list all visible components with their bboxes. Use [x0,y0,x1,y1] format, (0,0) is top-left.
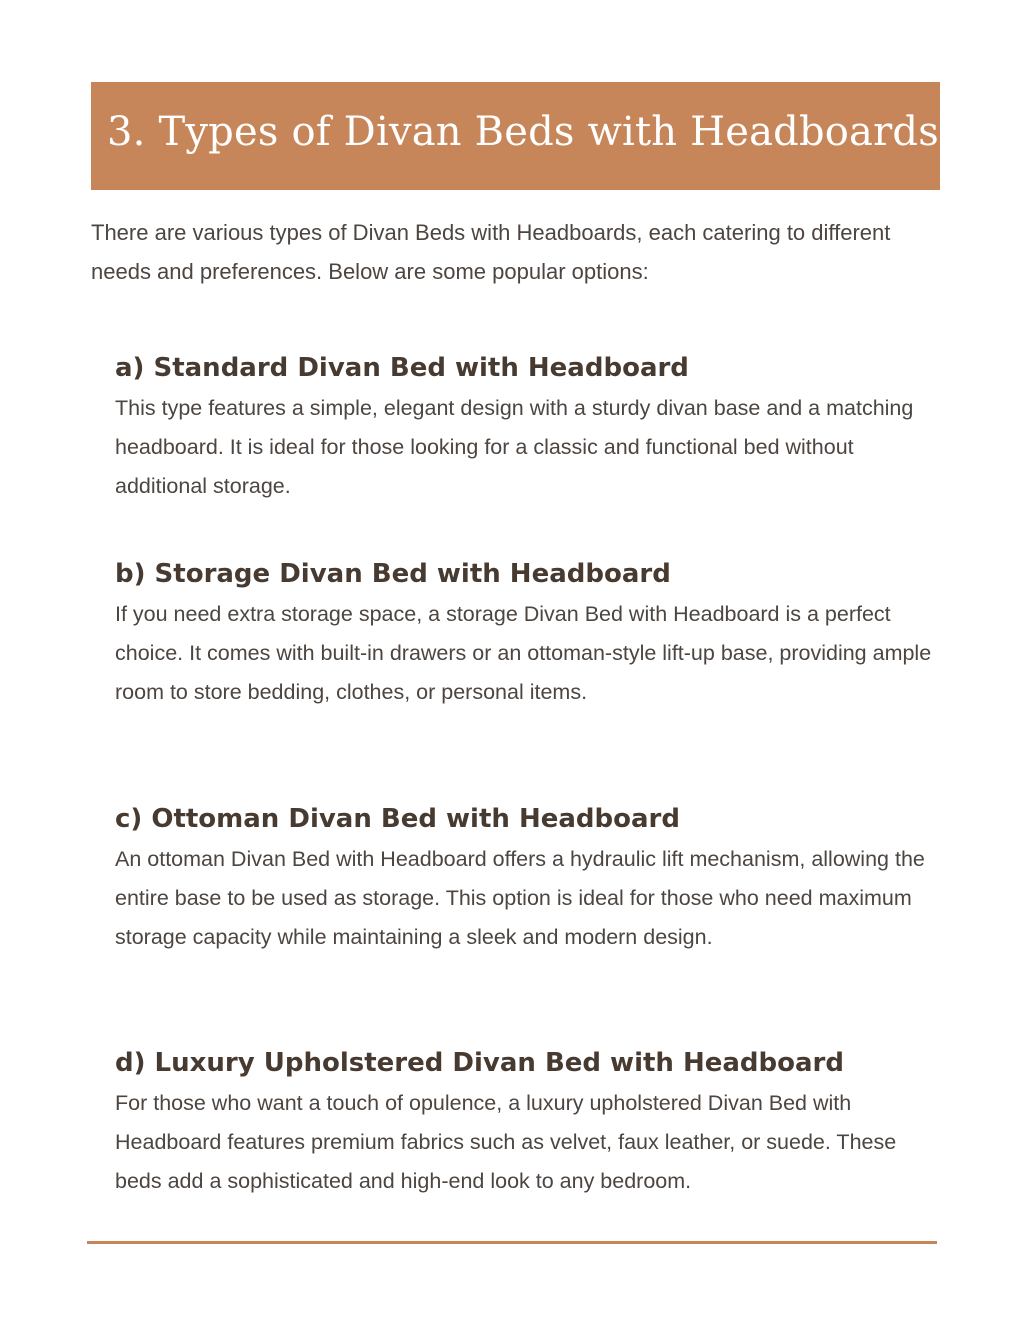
section-heading: d) Luxury Upholstered Divan Bed with Headboard [115,1048,844,1078]
section-luxury-divan [115,1045,935,1201]
section-body: An ottoman Divan Bed with Headboard offers a hydraulic lift mechanism, allowing the entire base to be used as storage. This option is ideal for those who need maximum storage capacity while maintaining a sleek and modern design. [115,847,925,949]
section-heading: b) Storage Divan Bed with Headboard [115,559,671,589]
section-heading: c) Ottoman Divan Bed with Headboard [115,804,680,834]
section-body: For those who want a touch of opulence, a luxury upholstered Divan Bed with Headboard features premium fabrics such as velvet, faux leather, or suede. These beds add a sophisticated and high-end look to any bedroom. [115,1091,897,1193]
title-banner [91,82,940,190]
section-body: This type features a simple, elegant design with a sturdy divan base and a matching headboard. It is ideal for those looking for a classic and functional bed without additional storage. [115,396,914,498]
section-heading: a) Standard Divan Bed with Headboard [115,353,689,383]
intro-paragraph: There are various types of Divan Beds with Headboards, each catering to different needs and preferences. Below are some popular options: [91,220,891,284]
section-body: If you need extra storage space, a storage Divan Bed with Headboard is a perfect choice. It comes with built-in drawers or an ottoman-style lift-up base, providing ample room to store bedding, clothes, or personal items. [115,602,932,704]
section-standard-divan [115,350,935,506]
page-title: 3. Types of Divan Beds with Headboards [107,109,939,155]
section-ottoman-divan [115,801,935,957]
section-storage-divan [115,556,935,712]
footer-divider [87,1241,937,1244]
